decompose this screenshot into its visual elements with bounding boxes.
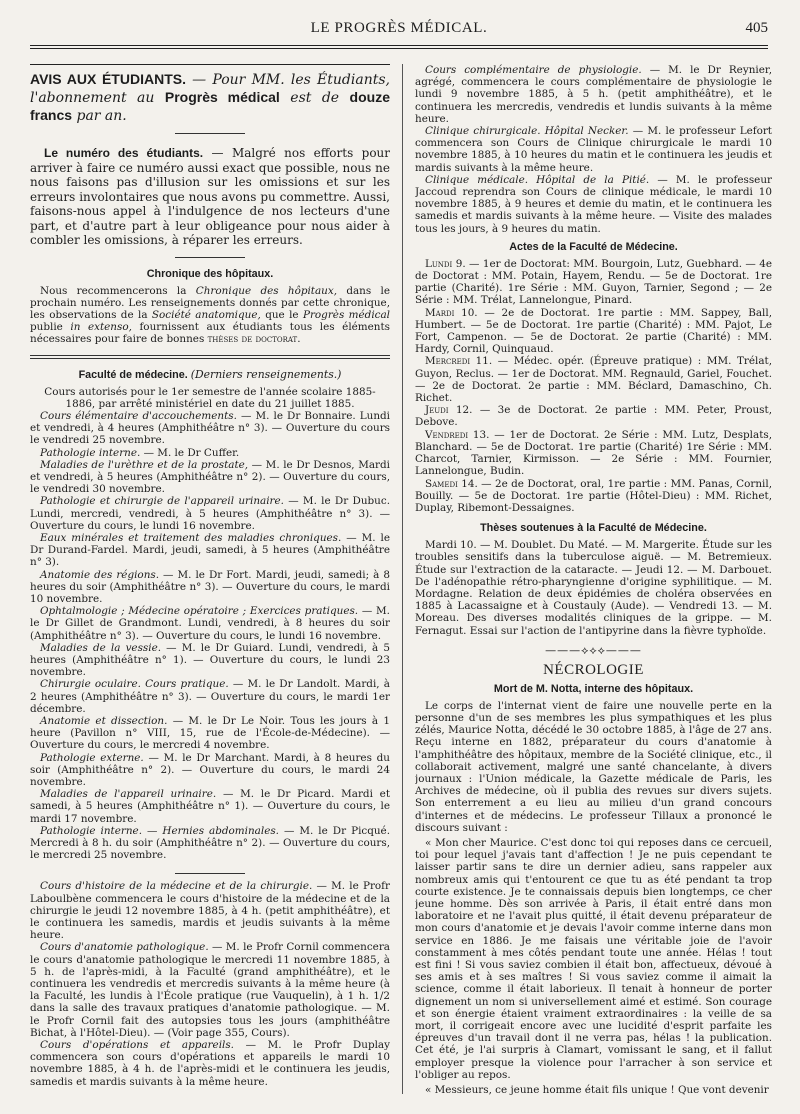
chronique-text: fournissent aux étudiants tous les éléments nécessaires pour faire de bonnes: [30, 321, 390, 346]
chronique-italic: Chronique des hôpitaux,: [195, 284, 338, 297]
necrologie-paragraph: « Messieurs, ce jeune homme était fils unique ! Que vont devenir: [425, 1084, 769, 1097]
chronique-text: que le: [260, 308, 303, 321]
course-entry-text: — M. le Dr Gillet de Grandmont. Lundi, vendredi, à 8 heures du soir (Amphithéâtre n° 3). — Ouverture du cours, le lundi 16 novembre.: [30, 605, 390, 642]
necrologie-paragraph: « Mon cher Maurice. C'est donc toi qui reposes dans ce cercueil, toi pour lequel j'avais tant d'affection ! Je ne puis cependant te laisser partir sans te dire un dernier adieu, sans rappeler aux nombreux amis qui t'entourent ce que tu as été pendant ta trop courte existence. Je te connaissais depuis bien longtemps, ce cher jeune homme. Dès son arrivée à Paris, il était entré dans mon laboratoire et ne l'avait plus quitté, il était devenu préparateur de mon cours d'anatomie et je devais l'avoir comme interne dans mon service en 1886. Je me faisais une véritable joie de l'avoir constamment à mes côtés pendant toute une année. Hélas ! tout est fini ! Si vous saviez combien il était bon, affectueux, dévoué à ses amis et à ses maîtres ! Si vous saviez comme il aimait la science, comme il était laborieux. Il tenait à honneur de porter dignement un nom si universellement aimé et estimé. Son courage et son énergie étaient vraiment extraordinaires : la veille de sa mort, il corrigeait encore avec une lucidité d'esprit parfaite les épreuves d'un travail dont il ne verra pas, hélas ! la publication. Cet été, je l'ai surpris à Clamart, vomissant le sang, et il fallut employer presque la violence pour l'arracher à son service et l'obliger au repos.: [415, 836, 772, 1081]
course-entry: [30, 642, 390, 679]
chronique-italic: Société anatomique,: [151, 308, 261, 321]
course-entry: [415, 64, 772, 125]
avis-journal: Progrès médical: [164, 89, 280, 105]
clinique-courses-list: [415, 64, 772, 235]
chronique-italic: in extenso,: [70, 321, 132, 334]
avis-text: — Pour MM. les Étudiants, l'abonnement au: [30, 72, 390, 106]
acte-day: Mardi 10.: [425, 306, 478, 319]
course-entry-text: — M. le Dr Fort. Mardi, jeudi, samedi; à 8 heures du soir (Amphithéâtre n° 3). — Ouverture du cours, le mardi 10 novembre.: [30, 568, 390, 605]
course-entry-text: — M. le Profr Cornil commencera le cours d'anatomie pathologique le mercredi 11 novembre 1885, à 5 h. de l'après-midi, à la Faculté (grand amphithéâtre), et le continuera les vendredis et mercredis suivants à la même heure (à la Faculté, les lundis à l'École pratique (rue Vauquelin), à 1 h. 1/2 dans la salle des travaux pratiques d'anatomie pathologique. — M. le Profr Cornil fait des autopsies tous les jours (amphithéâtre Bichat, à l'Hôtel-Dieu). — (Voir page 355, Cours).: [30, 941, 390, 1039]
short-rule: [175, 257, 245, 258]
faculte-title: Faculté de médecine.: [78, 368, 188, 381]
course-entry: [415, 174, 772, 235]
necrologie-paragraph: Le corps de l'internat vient de faire une nouvelle perte en la personne d'un de ses membres les plus sympathiques et les plus zélés, Maurice Notta, décédé le 30 octobre 1885, à l'âge de 27 ans. Reçu interne en 1882, préparateur du cours d'anatomie à l'amphithéâtre des hôpitaux, membre de la Société clinique, etc., il collaborait activement, malgré une santé chancelante, à divers journaux : l'Union médicale, la Gazette médicale de Paris, les Archives de médecine, où il publia des revues sur divers sujets. Son enterrement a eu lieu au milieu d'un grand concours d'internes et de médecins. Le professeur Tillaux a prononcé le discours suivant :: [415, 699, 772, 834]
acte-day: Vendredi 13.: [425, 428, 490, 441]
avis-title: AVIS AUX ÉTUDIANTS.: [30, 71, 186, 87]
header-rule: [30, 45, 768, 46]
course-entry-text: — M. le Dr Desnos, Mardi et vendredi, à 5 heures (Amphithéâtre n° 2). — Ouverture du cours, le vendredi 30 novembre.: [30, 458, 390, 496]
course-entry-subject: Cours complémentaire de physiologie.: [425, 64, 642, 76]
chronique-smallcaps: thèses de doctorat.: [207, 333, 301, 346]
numero-des-etudiants: [30, 146, 390, 248]
acte-text: — 3e de Doctorat. 2e partie : MM. Peter, Proust, Debove.: [415, 404, 772, 429]
course-entry-subject: Cours d'anatomie pathologique.: [40, 941, 209, 954]
course-entry-subject: Chirurgie oculaire. Cours pratique.: [40, 678, 229, 691]
acte-text: — 1er de Doctorat: MM. Bourgoin, Lutz, Guebhard. — 4e de Doctorat : MM. Potain, Hayem, Rendu. — 5e de Doctorat. 1re partie (Charité). 1re Série : MM. Guyon, Tarnier, Segond ; — 2e Série : MM. Trélat, Lannelongue, Pinard.: [415, 257, 772, 307]
acte-day: Jeudi 12.: [425, 404, 473, 417]
double-rule: [30, 355, 390, 359]
flourish-ornament: ———⟡⟡⟡———: [545, 643, 642, 657]
course-entry-subject: Maladies de l'urèthre et de la prostate,: [40, 458, 249, 471]
chronique-text: publie: [30, 321, 71, 334]
course-entry: [30, 569, 390, 606]
avis-aux-etudiants: [30, 71, 390, 125]
acte-entry: [415, 258, 772, 307]
course-entry-text: — M. le Profr Laboulbène commencera le cours d'histoire de la médecine et de la chirurgie le jeudi 12 novembre 1885, à 4 h. (petit amphithéâtre), et le continuera les samedis, mardis et jeudis suivants à la même heure.: [30, 880, 390, 942]
course-entry: [30, 410, 390, 447]
numero-title: Le numéro des étudiants.: [44, 146, 204, 160]
course-entry-subject: Anatomie des régions.: [40, 568, 160, 581]
faculte-subtitle: (Derniers renseignements.): [190, 367, 342, 381]
theses-title: Thèses soutenues à la Faculté de Médecine.: [480, 522, 707, 535]
course-entry: [30, 880, 390, 941]
course-entry-text: — M. le Dr Le Noir. Tous les jours à 1 heure (Pavillon n° VIII, 15, rue de l'École-de-Médecine). — Ouverture du cours, le mercredi 4 novembre.: [30, 715, 390, 752]
right-column: [415, 64, 772, 1104]
acte-day: Lundi 9.: [425, 257, 466, 270]
course-entry-text: — M. le Dr Picard. Mardi et samedi, à 5 heures (Amphithéâtre n° 1). — Ouverture du cours, le mardi 17 novembre.: [30, 788, 390, 825]
acte-entry: [415, 429, 772, 478]
course-entry-subject: Clinique médicale. Hôpital de la Pitié.: [425, 173, 650, 186]
top-rule: [30, 64, 390, 65]
acte-day: Mercredi 11.: [425, 355, 493, 368]
acte-text: — 1er de Doctorat. 2e Série : MM. Lutz, Desplats, Blanchard. — 5e de Doctorat. 1re partie (Charité) 1re Série : MM. Charcot, Tarnier, Kirmisson. — 2e Série : MM. Fournier, Lannelongue, Budin.: [415, 428, 772, 478]
theses-body: Mardi 10. — M. Doublet. Du Maté. — M. Margerite. Étude sur les troubles sensitifs dans la tuberculose aiguë. — M. Betremieux. Étude sur l'extraction de la cataracte. — Jeudi 12. — M. Darbouet. De l'adénopathie rétro-pharyngienne d'origine syphilitique. — M. Mordagne. Relation de deux épidémies de choléra observées en 1885 à Lacassaigne et à Coustauly (Aude). — Vendredi 13. — M. Moreau. Des diverses modalités cliniques de la grippe. — M. Fernagut. Essai sur l'action de l'antipyrine dans la fièvre typhoïde.: [415, 539, 772, 637]
course-entry: [30, 605, 390, 642]
course-entry-text: — M. le professeur Jaccoud reprendra son Cours de clinique médicale, le mardi 10 novembre 1885, à 9 heures et demie du matin, et le continuera les samedis et mardis suivants à la même heure. — Visite des malades tous les jours, à 9 heures du matin.: [415, 173, 772, 235]
course-entry-text: — M. le Dr Reynier, agrégé, commencera le cours complémentaire de physiologie le lundi 9 novembre 1885, à 5 h. (petit amphithéâtre), et le continuera les mercredis, vendredis et lundis suivants à la même heure.: [415, 64, 772, 125]
course-entry-subject: Pathologie externe.: [40, 751, 144, 764]
course-entry-text: — M. le Dr Picqué. Mercredi à 8 h. du soir (Amphithéâtre n° 2). — Ouverture du cours, le mercredi 25 novembre.: [30, 824, 390, 862]
acte-entry: [415, 307, 772, 356]
running-title: LE PROGRÈS MÉDICAL.: [310, 20, 488, 36]
course-entry-subject: Maladies de l'appareil urinaire.: [40, 788, 217, 801]
course-entry-subject: Clinique chirurgicale. Hôpital Necker.: [425, 125, 629, 138]
course-entry-subject: Cours d'opérations et appareils.: [40, 1039, 234, 1052]
extra-courses-list: [30, 880, 390, 1087]
avis-text: par an.: [72, 108, 127, 124]
course-entry-text: — M. le Dr Cuffer.: [140, 446, 240, 459]
faculte-courses-list: [30, 410, 390, 862]
avis-price: douze francs: [30, 89, 390, 123]
course-entry: [30, 825, 390, 862]
acte-entry: [415, 355, 772, 404]
course-entry-text: — M. le Dr Landolt. Mardi, à 2 heures (Amphithéâtre n° 3). — Ouverture du cours, le mardi 1er décembre.: [30, 678, 390, 715]
faculte-heading: [30, 368, 390, 381]
course-entry: [30, 941, 390, 1039]
chronique-title: Chronique des hôpitaux.: [146, 267, 274, 280]
chronique-body: [30, 285, 390, 346]
course-entry-text: — M. le Profr Duplay commencera son cours d'opérations et appareils le mardi 10 novembre 1885, à 4 h. de l'après-midi et le continuera les jeudis, samedis et mardis suivants à la même heure.: [30, 1039, 390, 1088]
chronique-italic: Progrès médical: [302, 308, 390, 321]
short-rule: [175, 133, 245, 134]
course-entry-text: — M. le Dr Durand-Fardel. Mardi, jeudi, samedi, à 5 heures (Amphithéâtre n° 3).: [30, 531, 390, 569]
page-number: 405: [745, 20, 768, 36]
acte-text: — 2e de Doctorat. 1re partie : MM. Sappey, Ball, Humbert. — 5e de Doctorat. 1re partie (Charité) : MM. Pajot, Le Fort, Campenon. — 5e de Doctorat. 2e partie (Charité) : MM. Hardy, Cornil, Quinquaud.: [415, 306, 772, 356]
course-entry-subject: Pathologie interne. — Hernies abdominales.: [40, 824, 279, 837]
acte-entry: [415, 478, 772, 515]
course-entry-text: — M. le Dr Dubuc. Lundi, mercredi, vendredi, à 5 heures (Amphithéâtre n° 3). — Ouverture du cours, le lundi 16 novembre.: [30, 495, 390, 532]
course-entry-subject: Ophtalmologie ; Médecine opératoire ; Exercices pratiques.: [40, 605, 359, 618]
left-column: [30, 64, 390, 1104]
course-entry-text: — M. le Dr Guiard. Lundi, vendredi, à 5 heures (Amphithéâtre n° 1). — Ouverture du cours, le lundi 23 novembre.: [30, 641, 390, 679]
course-entry-subject: Cours d'histoire de la médecine et de la chirurgie.: [40, 880, 313, 893]
course-entry: [30, 532, 390, 569]
column-divider: [402, 64, 403, 1094]
acte-text: — Médec. opér. (Épreuve pratique) : MM. Trélat, Guyon, Reclus. — 1er de Doctorat. MM. Regnauld, Gariel, Fouchet. — 2e de Doctorat. 2e partie : MM. Béclard, Damaschino, Ch. Richet.: [415, 355, 772, 405]
course-entry-subject: Anatomie et dissection.: [40, 715, 168, 727]
acte-day: Samedi 14.: [425, 477, 478, 490]
course-entry: [30, 752, 390, 789]
course-entry: [30, 447, 390, 459]
necrologie-heading: NÉCROLOGIE: [543, 661, 644, 678]
actes-list: [415, 258, 772, 514]
course-entry: [30, 678, 390, 715]
course-entry-subject: Maladies de la vessie.: [40, 641, 162, 654]
course-entry: [30, 495, 390, 532]
course-entry-subject: Eaux minérales et traitement des maladies chroniques.: [40, 531, 342, 544]
course-entry-subject: Cours élémentaire d'accouchements.: [40, 409, 237, 422]
faculte-intro: Cours autorisés pour le 1er semestre de l'année scolaire 1885-1886, par arrêté ministériel en date du 21 juillet 1885.: [44, 385, 376, 410]
course-entry: [415, 125, 772, 174]
course-entry-text: — M. le Dr Bonnaire. Lundi et vendredi, à 4 heures (Amphithéâtre n° 3). — Ouverture du cours le vendredi 25 novembre.: [30, 409, 390, 447]
course-entry-subject: Pathologie et chirurgie de l'appareil urinaire.: [40, 495, 284, 508]
header-rule-thin: [30, 48, 768, 49]
chronique-text: Nous recommencerons la: [40, 284, 196, 297]
acte-text: — 2e de Doctorat, oral, 1re partie : MM. Panas, Cornil, Bouilly. — 5e de Doctorat. 1re partie (Hôtel-Dieu) : MM. Richet, Duplay, Ribemont-Dessaignes.: [415, 477, 772, 514]
page-header: [30, 14, 768, 58]
short-rule: [175, 873, 245, 874]
avis-text: est de: [279, 90, 350, 106]
numero-body: — Malgré nos efforts pour arriver à faire ce numéro aussi exact que possible, nous ne nous faisons pas d'illusion sur les omissions et sur les erreurs involontaires que nous avons pu commettre. Aussi, faisons-nous appel à l'indulgence de nos lecteurs d'une part, et d'autre part à leur obligeance pour nous aider à combler les omissions, à réparer les erreurs.: [30, 146, 390, 247]
actes-title: Actes de la Faculté de Médecine.: [509, 240, 678, 253]
course-entry: [30, 459, 390, 496]
course-entry-text: — M. le professeur Lefort commencera son Cours de Clinique chirurgicale le mardi 10 novembre 1885, à 10 heures du matin et le continuera les jeudis et mardis suivants à la même heure.: [415, 125, 772, 174]
acte-entry: [415, 404, 772, 428]
necrologie-title: Mort de M. Notta, interne des hôpitaux.: [493, 682, 694, 695]
course-entry: [30, 788, 390, 825]
course-entry-text: — M. le Dr Marchant. Mardi, à 8 heures du soir (Amphithéâtre n° 2). — Ouverture du cours, le mardi 24 novembre.: [30, 751, 390, 789]
course-entry: [30, 1039, 390, 1088]
chronique-text: dans le prochain numéro. Les renseignements donnés par cette chronique, les observations de la: [30, 284, 390, 321]
course-entry-subject: Pathologie interne.: [40, 446, 141, 459]
course-entry: [30, 715, 390, 752]
